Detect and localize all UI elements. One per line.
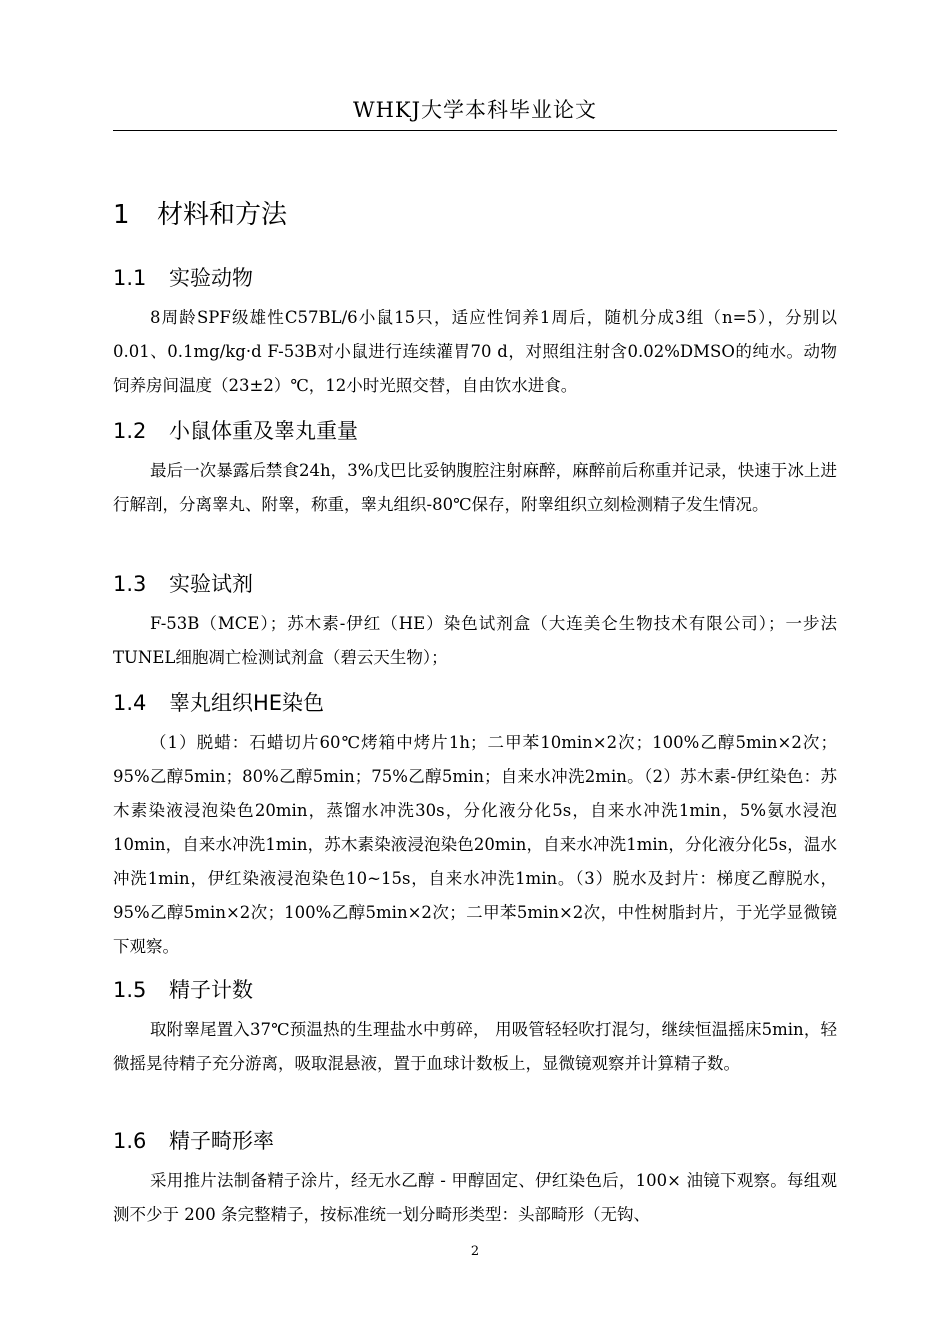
section-title: 睾丸组织HE染色 (169, 691, 325, 715)
section-paragraph: 采用推片法制备精子涂片，经无水乙醇 - 甲醇固定、伊红染色后，100× 油镜下观察。每组观测不少于 200 条完整精子，按标准统一划分畸形类型：头部畸形（无钩、 (113, 1171, 837, 1224)
chapter-title: 材料和方法 (157, 200, 288, 230)
section-heading (113, 415, 358, 445)
section-title: 精子计数 (169, 978, 253, 1002)
section-title: 小鼠体重及睾丸重量 (169, 419, 358, 443)
section-paragraph: 8周龄SPF级雄性C57BL/6小鼠15只，适应性饲养1周后，随机分成3组（n=5），分别以0.01、0.1mg/kg·d F-53B对小鼠进行连续灌胃70 d，对照组注射含0.02%DMSO的纯水。动物饲养房间温度（23±2）℃，12小时光照交替，自由饮水进食。 (113, 308, 837, 395)
section-heading (113, 568, 253, 598)
section-number: 1.6 (113, 1129, 147, 1153)
section-paragraph: F-53B（MCE）；苏木素-伊红（HE）染色试剂盒（大连美仑生物技术有限公司）；一步法TUNEL细胞凋亡检测试剂盒（碧云天生物）； (113, 614, 837, 667)
section-number: 1.3 (113, 572, 147, 596)
section-heading (113, 1125, 274, 1155)
section-heading (113, 687, 324, 717)
section-paragraph: 取附睾尾置入37℃预温热的生理盐水中剪碎， 用吸管轻轻吹打混匀，继续恒温摇床5min，轻微摇晃待精子充分游离，吸取混悬液，置于血球计数板上，显微镜观察并计算精子数。 (113, 1020, 837, 1073)
section-number: 1.1 (113, 266, 147, 290)
chapter-heading (113, 194, 287, 231)
chapter-number: 1 (113, 200, 130, 230)
page-number: 2 (470, 1244, 480, 1259)
section-number: 1.2 (113, 419, 147, 443)
section-number: 1.5 (113, 978, 147, 1002)
section-heading (113, 262, 253, 292)
section-title: 实验试剂 (169, 572, 253, 596)
running-header: WHKJ大学本科毕业论文 (352, 98, 597, 122)
header-divider (113, 130, 837, 131)
section-paragraph: （1）脱蜡：石蜡切片60℃烤箱中烤片1h；二甲苯10min×2次；100%乙醇5min×2次；95%乙醇5min；80%乙醇5min；75%乙醇5min；自来水冲洗2min。（2）苏木素-伊红染色：苏木素染液浸泡染色20min，蒸馏水冲洗30s，分化液分化5s，自来水冲洗1min，5%氨水浸泡10min，自来水冲洗1min，苏木素染液浸泡染色20min，自来水冲洗1min，分化液分化5s，温水冲洗1min，伊红染液浸泡染色10~15s，自来水冲洗1min。（3）脱水及封片：梯度乙醇脱水，95%乙醇5min×2次；100%乙醇5min×2次；二甲苯5min×2次，中性树脂封片，于光学显微镜下观察。 (113, 733, 837, 956)
section-title: 实验动物 (169, 266, 253, 290)
section-heading (113, 974, 253, 1004)
section-paragraph: 最后一次暴露后禁食24h，3%戊巴比妥钠腹腔注射麻醉，麻醉前后称重并记录，快速于冰上进行解剖，分离睾丸、附睾，称重，睾丸组织-80℃保存，附睾组织立刻检测精子发生情况。 (113, 461, 837, 514)
section-title: 精子畸形率 (169, 1129, 274, 1153)
section-number: 1.4 (113, 691, 147, 715)
